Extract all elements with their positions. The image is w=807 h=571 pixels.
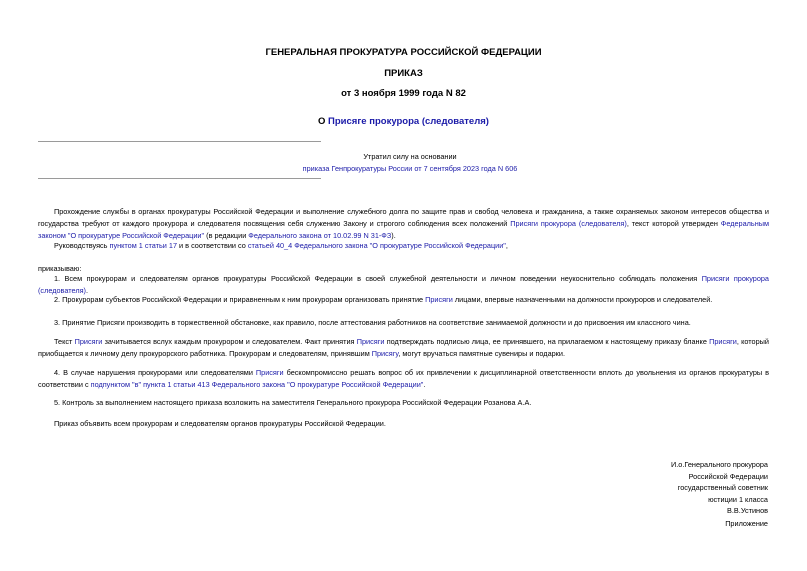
amendment-law-link[interactable]: Федерального закона от 10.02.99 N 31-ФЗ xyxy=(248,231,392,240)
p8-text-1: 4. В случае нарушения прокурорами или следователями xyxy=(54,368,256,377)
paragraph-intro xyxy=(38,206,769,242)
paragraph-item-4 xyxy=(38,367,769,391)
oath-link-p7-4[interactable]: Присягу xyxy=(371,349,399,358)
oath-link-item-1[interactable]: Присяги прокурора (следователя) xyxy=(38,274,769,295)
p2-text-3: , xyxy=(505,241,508,250)
doc-type-heading: ПРИКАЗ xyxy=(384,68,423,79)
p2-text-1: Руководствуясь xyxy=(54,241,110,250)
status-note-text: Утратил силу на основании xyxy=(363,152,457,161)
paragraph-basis xyxy=(38,240,769,252)
repeal-order-link[interactable]: приказа Генпрокуратуры России от 7 сентября 2023 года N 606 xyxy=(302,164,518,173)
p8-text-3: . xyxy=(423,380,426,389)
date-heading: от 3 ноября 1999 года N 82 xyxy=(341,88,466,99)
oath-link[interactable]: Присяги прокурора (следователя) xyxy=(510,219,627,228)
paragraph-item-5 xyxy=(38,397,769,409)
federal-law-link[interactable]: Федеральным законом "О прокуратуре Российской Федерации" xyxy=(38,219,770,240)
document-title xyxy=(0,116,807,127)
signature-line-2: Российской Федерации xyxy=(688,471,768,481)
paragraph-item-2 xyxy=(38,294,769,306)
p1-text-2: , текст которой утвержден xyxy=(626,219,721,228)
oath-link-p7-1[interactable]: Присяги xyxy=(74,337,103,346)
p4-text-1: 1. Всем прокурорам и следователям органов прокуратуры Российской Федерации в своей служебной деятельности и личном поведении неукоснительно соблюдать положения xyxy=(54,274,702,283)
status-rule-bottom xyxy=(38,178,321,179)
signature-line-1: И.о.Генерального прокурора xyxy=(671,460,768,469)
appendix-label: Приложение xyxy=(725,519,768,528)
paragraph-item-3 xyxy=(38,317,769,329)
paragraph-order: приказываю: xyxy=(38,264,82,273)
article-17-link[interactable]: пунктом 1 статьи 17 xyxy=(109,241,178,250)
paragraph-oath-text xyxy=(38,336,769,360)
p8-text-2: бескомпромиссно решать вопрос об их привлечении к дисциплинарной ответственности вплоть до увольнения из органов прокуратуры в соответствии с xyxy=(38,368,769,389)
p2-text-2: и в соответствии со xyxy=(177,241,248,250)
oath-link-item-2[interactable]: Присяги xyxy=(425,295,453,304)
p1-text-3: (в редакции xyxy=(204,231,249,240)
subparagraph-link[interactable]: подпунктом "в" пункта 1 статьи 413 Федерального закона "О прокуратуре Российской Федерации" xyxy=(90,380,424,389)
signature-line-5: В.В.Устинов xyxy=(727,506,768,516)
signature-line-3: государственный советник xyxy=(677,483,768,493)
p7-text-4: , который приобщается к личному делу прокурорского работника. Прокурорам и следователям, принявшим xyxy=(38,337,769,358)
paragraph-announce xyxy=(38,418,769,430)
status-rule-top xyxy=(38,141,321,142)
p1-text-1: Прохождение службы в органах прокуратуры Российской Федерации и выполнение служебного долга по защите прав и свобод человека и гражданина, а также охраняемых законом интересов общества и государства требуют от каждого прокурора и следователя посвящения себя служению Закону и строгого соблюдения всех положений xyxy=(38,207,769,228)
article-40-4-link[interactable]: статьей 40_4 Федерального закона "О прокуратуре Российской Федерации" xyxy=(247,241,506,250)
title-prefix: О xyxy=(318,116,329,127)
status-note xyxy=(230,151,590,175)
p5-text-2: лицами, впервые назначенными на должности прокуроров и следователей. xyxy=(452,295,713,304)
p5-text-1: 2. Прокурорам субъектов Российской Федерации и приравненным к ним прокурорам организовать принятие xyxy=(54,295,426,304)
oath-link-item-4[interactable]: Присяги xyxy=(255,368,284,377)
p10-text: Приказ объявить всем прокурорам и следователям органов прокуратуры Российской Федерации. xyxy=(54,419,386,428)
agency-heading: ГЕНЕРАЛЬНАЯ ПРОКУРАТУРА РОССИЙСКОЙ ФЕДЕРАЦИИ xyxy=(265,47,542,58)
signature-line-4: юстиции 1 класса xyxy=(708,494,768,504)
p7-text-3: подтверждать подписью лица, ее принявшего, на прилагаемом к настоящему приказу бланке xyxy=(384,337,710,346)
oath-link-p7-2[interactable]: Присяги xyxy=(356,337,385,346)
p4-text-2: . xyxy=(85,286,88,295)
p7-text-1: Текст xyxy=(54,337,75,346)
p1-text-4: ). xyxy=(391,231,396,240)
p7-text-5: , могут вручаться памятные сувениры и подарки. xyxy=(398,349,565,358)
p9-text: 5. Контроль за выполнением настоящего приказа возложить на заместителя Генерального прокурора Российской Федерации Розанова А.А. xyxy=(54,398,532,407)
oath-link-p7-3[interactable]: Присяги xyxy=(709,337,737,346)
title-link[interactable]: Присяге прокурора (следователя) xyxy=(328,116,489,127)
p7-text-2: зачитывается вслух каждым прокурором и следователем. Факт принятия xyxy=(102,337,357,346)
p6-text: 3. Принятие Присяги производить в торжественной обстановке, как правило, после аттестования работников на соответствие занимаемой должности и до присвоения им классного чина. xyxy=(54,318,691,327)
signature-block xyxy=(568,459,768,517)
